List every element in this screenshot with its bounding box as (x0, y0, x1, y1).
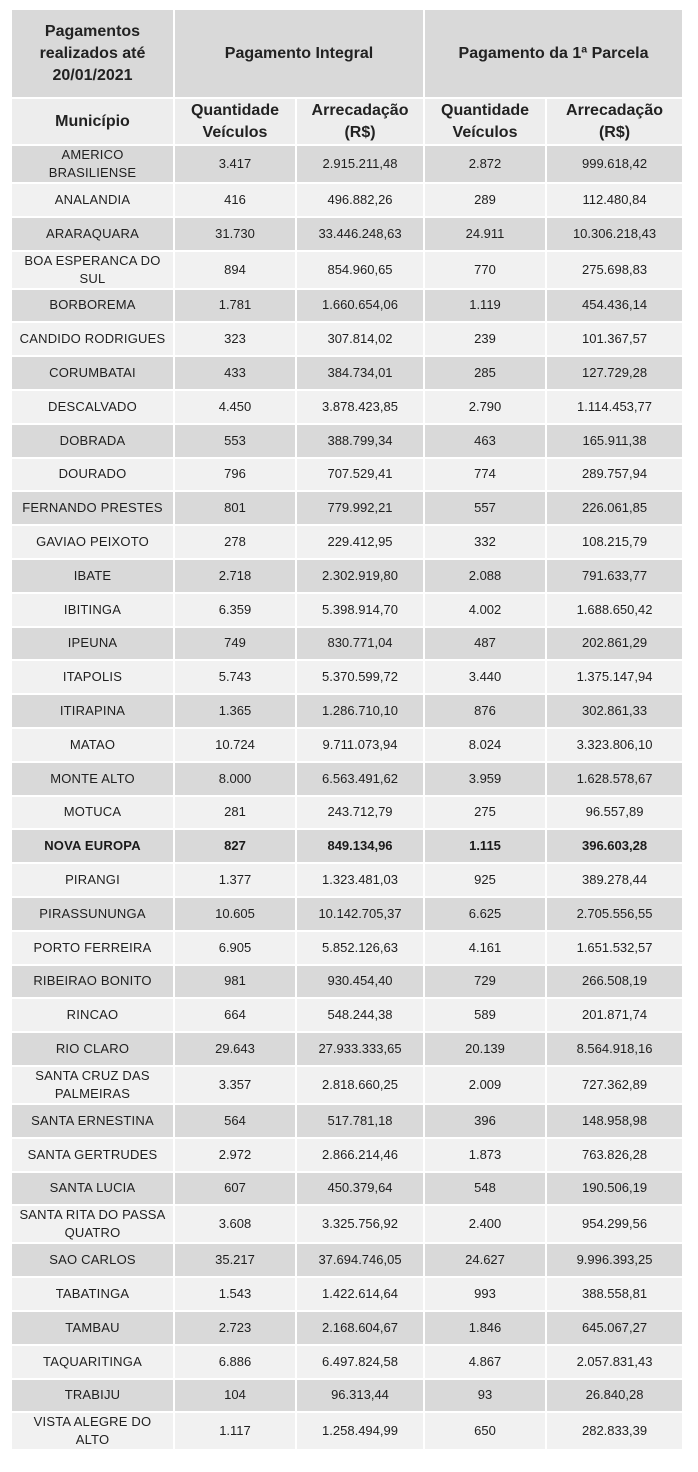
table-row (11, 1311, 683, 1345)
cell-municipio: CANDIDO RODRIGUES (11, 322, 174, 356)
cell-arr-parcela: 3.323.806,10 (546, 728, 683, 762)
cell-qtd-integral: 10.605 (174, 897, 296, 931)
cell-qtd-integral: 801 (174, 491, 296, 525)
payments-table (10, 8, 684, 1451)
cell-arr-parcela: 389.278,44 (546, 863, 683, 897)
cell-arr-parcela: 10.306.218,43 (546, 217, 683, 251)
cell-qtd-parcela: 2.790 (424, 390, 546, 424)
cell-qtd-integral: 35.217 (174, 1243, 296, 1277)
cell-qtd-parcela: 770 (424, 251, 546, 289)
cell-qtd-parcela: 4.002 (424, 593, 546, 627)
cell-arr-integral: 1.258.494,99 (296, 1412, 424, 1450)
cell-arr-parcela: 112.480,84 (546, 183, 683, 217)
cell-qtd-integral: 323 (174, 322, 296, 356)
cell-qtd-integral: 796 (174, 458, 296, 492)
cell-municipio: PIRANGI (11, 863, 174, 897)
cell-qtd-integral: 8.000 (174, 762, 296, 796)
cell-qtd-integral: 31.730 (174, 217, 296, 251)
cell-qtd-integral: 433 (174, 356, 296, 390)
cell-arr-integral: 548.244,38 (296, 998, 424, 1032)
table-row (11, 491, 683, 525)
cell-qtd-integral: 1.377 (174, 863, 296, 897)
table-row (11, 965, 683, 999)
table-row (11, 289, 683, 323)
cell-municipio: IBITINGA (11, 593, 174, 627)
cell-municipio: BOA ESPERANCA DO SUL (11, 251, 174, 289)
cell-arr-parcela: 226.061,85 (546, 491, 683, 525)
header-qtd-integral: Quantidade Veículos (174, 98, 296, 145)
cell-municipio: DESCALVADO (11, 390, 174, 424)
table-row (11, 1205, 683, 1243)
cell-qtd-parcela: 3.959 (424, 762, 546, 796)
cell-arr-parcela: 8.564.918,16 (546, 1032, 683, 1066)
cell-municipio: GAVIAO PEIXOTO (11, 525, 174, 559)
cell-qtd-integral: 894 (174, 251, 296, 289)
cell-qtd-parcela: 463 (424, 424, 546, 458)
cell-qtd-parcela: 275 (424, 796, 546, 830)
table-row (11, 145, 683, 183)
table-row (11, 251, 683, 289)
cell-qtd-parcela: 548 (424, 1172, 546, 1206)
cell-arr-integral: 3.878.423,85 (296, 390, 424, 424)
cell-qtd-integral: 4.450 (174, 390, 296, 424)
table-row (11, 1138, 683, 1172)
table-row (11, 796, 683, 830)
cell-qtd-integral: 6.905 (174, 931, 296, 965)
cell-qtd-parcela: 24.911 (424, 217, 546, 251)
cell-qtd-parcela: 2.009 (424, 1066, 546, 1104)
cell-municipio: SANTA LUCIA (11, 1172, 174, 1206)
cell-arr-parcela: 396.603,28 (546, 829, 683, 863)
cell-municipio: SANTA CRUZ DAS PALMEIRAS (11, 1066, 174, 1104)
cell-arr-parcela: 388.558,81 (546, 1277, 683, 1311)
table-row (11, 1412, 683, 1450)
cell-municipio: MOTUCA (11, 796, 174, 830)
cell-qtd-parcela: 2.088 (424, 559, 546, 593)
cell-municipio: RINCAO (11, 998, 174, 1032)
cell-qtd-integral: 3.417 (174, 145, 296, 183)
cell-qtd-parcela: 876 (424, 694, 546, 728)
cell-arr-integral: 2.818.660,25 (296, 1066, 424, 1104)
cell-arr-integral: 2.915.211,48 (296, 145, 424, 183)
cell-qtd-parcela: 487 (424, 627, 546, 661)
table-row (11, 1066, 683, 1104)
cell-arr-parcela: 1.375.147,94 (546, 660, 683, 694)
table-row (11, 1032, 683, 1066)
cell-arr-integral: 2.302.919,80 (296, 559, 424, 593)
cell-arr-integral: 33.446.248,63 (296, 217, 424, 251)
cell-qtd-integral: 1.543 (174, 1277, 296, 1311)
cell-qtd-parcela: 24.627 (424, 1243, 546, 1277)
cell-qtd-integral: 607 (174, 1172, 296, 1206)
cell-municipio: SANTA RITA DO PASSA QUATRO (11, 1205, 174, 1243)
cell-arr-parcela: 2.057.831,43 (546, 1345, 683, 1379)
cell-arr-integral: 384.734,01 (296, 356, 424, 390)
cell-qtd-parcela: 1.873 (424, 1138, 546, 1172)
table-row (11, 762, 683, 796)
table-row (11, 897, 683, 931)
cell-arr-integral: 5.398.914,70 (296, 593, 424, 627)
cell-municipio: NOVA EUROPA (11, 829, 174, 863)
cell-arr-integral: 2.866.214,46 (296, 1138, 424, 1172)
cell-qtd-integral: 6.886 (174, 1345, 296, 1379)
cell-arr-parcela: 202.861,29 (546, 627, 683, 661)
cell-arr-integral: 707.529,41 (296, 458, 424, 492)
header-arr-integral: Arrecadação (R$) (296, 98, 424, 145)
cell-arr-parcela: 1.651.532,57 (546, 931, 683, 965)
cell-municipio: IBATE (11, 559, 174, 593)
cell-municipio: VISTA ALEGRE DO ALTO (11, 1412, 174, 1450)
cell-municipio: TAMBAU (11, 1311, 174, 1345)
cell-arr-parcela: 26.840,28 (546, 1379, 683, 1413)
table-row (11, 559, 683, 593)
table-row (11, 424, 683, 458)
cell-qtd-integral: 2.972 (174, 1138, 296, 1172)
cell-arr-parcela: 9.996.393,25 (546, 1243, 683, 1277)
cell-arr-parcela: 727.362,89 (546, 1066, 683, 1104)
cell-qtd-integral: 1.365 (174, 694, 296, 728)
cell-municipio: PORTO FERREIRA (11, 931, 174, 965)
cell-arr-parcela: 645.067,27 (546, 1311, 683, 1345)
cell-arr-parcela: 282.833,39 (546, 1412, 683, 1450)
cell-arr-integral: 6.497.824,58 (296, 1345, 424, 1379)
cell-qtd-parcela: 6.625 (424, 897, 546, 931)
cell-municipio: SANTA GERTRUDES (11, 1138, 174, 1172)
cell-arr-parcela: 101.367,57 (546, 322, 683, 356)
cell-municipio: DOBRADA (11, 424, 174, 458)
cell-qtd-parcela: 20.139 (424, 1032, 546, 1066)
cell-municipio: SANTA ERNESTINA (11, 1104, 174, 1138)
cell-arr-integral: 854.960,65 (296, 251, 424, 289)
cell-qtd-integral: 1.117 (174, 1412, 296, 1450)
cell-qtd-integral: 3.357 (174, 1066, 296, 1104)
header-group-parcela: Pagamento da 1ª Parcela (424, 9, 683, 98)
table-row (11, 390, 683, 424)
cell-municipio: ARARAQUARA (11, 217, 174, 251)
cell-municipio: CORUMBATAI (11, 356, 174, 390)
cell-arr-integral: 849.134,96 (296, 829, 424, 863)
table-row (11, 931, 683, 965)
cell-qtd-parcela: 332 (424, 525, 546, 559)
table-row (11, 217, 683, 251)
cell-qtd-integral: 827 (174, 829, 296, 863)
cell-qtd-parcela: 3.440 (424, 660, 546, 694)
cell-arr-parcela: 266.508,19 (546, 965, 683, 999)
cell-qtd-parcela: 4.867 (424, 1345, 546, 1379)
cell-qtd-parcela: 2.872 (424, 145, 546, 183)
table-row (11, 593, 683, 627)
header-corner-title: Pagamentos realizados até 20/01/2021 (11, 9, 174, 98)
cell-qtd-integral: 664 (174, 998, 296, 1032)
cell-qtd-parcela: 8.024 (424, 728, 546, 762)
cell-arr-parcela: 148.958,98 (546, 1104, 683, 1138)
table-row (11, 863, 683, 897)
cell-qtd-parcela: 289 (424, 183, 546, 217)
cell-qtd-parcela: 4.161 (424, 931, 546, 965)
cell-arr-parcela: 1.628.578,67 (546, 762, 683, 796)
cell-arr-parcela: 201.871,74 (546, 998, 683, 1032)
cell-municipio: TAQUARITINGA (11, 1345, 174, 1379)
cell-qtd-parcela: 285 (424, 356, 546, 390)
header-municipio: Município (11, 98, 174, 145)
cell-municipio: ITIRAPINA (11, 694, 174, 728)
cell-arr-parcela: 289.757,94 (546, 458, 683, 492)
cell-qtd-parcela: 396 (424, 1104, 546, 1138)
table-row (11, 998, 683, 1032)
cell-arr-parcela: 96.557,89 (546, 796, 683, 830)
cell-arr-integral: 5.370.599,72 (296, 660, 424, 694)
cell-qtd-parcela: 729 (424, 965, 546, 999)
cell-arr-integral: 10.142.705,37 (296, 897, 424, 931)
cell-arr-integral: 27.933.333,65 (296, 1032, 424, 1066)
cell-qtd-parcela: 93 (424, 1379, 546, 1413)
cell-municipio: PIRASSUNUNGA (11, 897, 174, 931)
header-group-integral: Pagamento Integral (174, 9, 424, 98)
table-row (11, 322, 683, 356)
table-row (11, 627, 683, 661)
cell-arr-parcela: 165.911,38 (546, 424, 683, 458)
table-header (11, 9, 683, 145)
table-row (11, 728, 683, 762)
cell-qtd-integral: 3.608 (174, 1205, 296, 1243)
table-row (11, 1243, 683, 1277)
cell-municipio: DOURADO (11, 458, 174, 492)
cell-arr-parcela: 190.506,19 (546, 1172, 683, 1206)
cell-qtd-integral: 104 (174, 1379, 296, 1413)
cell-arr-integral: 229.412,95 (296, 525, 424, 559)
cell-arr-integral: 37.694.746,05 (296, 1243, 424, 1277)
cell-arr-parcela: 127.729,28 (546, 356, 683, 390)
cell-arr-integral: 243.712,79 (296, 796, 424, 830)
payments-table-container (10, 8, 682, 1451)
table-row (11, 1379, 683, 1413)
cell-qtd-parcela: 589 (424, 998, 546, 1032)
header-qtd-parcela: Quantidade Veículos (424, 98, 546, 145)
cell-municipio: BORBOREMA (11, 289, 174, 323)
cell-qtd-parcela: 1.119 (424, 289, 546, 323)
table-row (11, 694, 683, 728)
cell-arr-integral: 830.771,04 (296, 627, 424, 661)
table-row (11, 1345, 683, 1379)
table-row (11, 356, 683, 390)
cell-qtd-parcela: 1.115 (424, 829, 546, 863)
cell-arr-integral: 517.781,18 (296, 1104, 424, 1138)
cell-arr-parcela: 954.299,56 (546, 1205, 683, 1243)
cell-arr-integral: 96.313,44 (296, 1379, 424, 1413)
cell-arr-parcela: 2.705.556,55 (546, 897, 683, 931)
cell-arr-parcela: 1.688.650,42 (546, 593, 683, 627)
cell-arr-integral: 1.422.614,64 (296, 1277, 424, 1311)
cell-qtd-parcela: 774 (424, 458, 546, 492)
cell-qtd-integral: 2.723 (174, 1311, 296, 1345)
cell-qtd-integral: 281 (174, 796, 296, 830)
cell-municipio: MATAO (11, 728, 174, 762)
cell-municipio: IPEUNA (11, 627, 174, 661)
table-row (11, 829, 683, 863)
cell-arr-integral: 1.323.481,03 (296, 863, 424, 897)
cell-qtd-integral: 416 (174, 183, 296, 217)
cell-qtd-integral: 2.718 (174, 559, 296, 593)
cell-arr-parcela: 302.861,33 (546, 694, 683, 728)
header-row-columns (11, 98, 683, 145)
cell-qtd-integral: 5.743 (174, 660, 296, 694)
cell-municipio: ITAPOLIS (11, 660, 174, 694)
cell-qtd-parcela: 993 (424, 1277, 546, 1311)
cell-arr-integral: 9.711.073,94 (296, 728, 424, 762)
cell-municipio: TABATINGA (11, 1277, 174, 1311)
cell-arr-parcela: 999.618,42 (546, 145, 683, 183)
cell-qtd-integral: 749 (174, 627, 296, 661)
cell-municipio: AMERICO BRASILIENSE (11, 145, 174, 183)
cell-arr-integral: 496.882,26 (296, 183, 424, 217)
cell-qtd-parcela: 557 (424, 491, 546, 525)
cell-arr-integral: 1.286.710,10 (296, 694, 424, 728)
cell-qtd-parcela: 2.400 (424, 1205, 546, 1243)
header-arr-parcela: Arrecadação (R$) (546, 98, 683, 145)
cell-municipio: TRABIJU (11, 1379, 174, 1413)
cell-arr-parcela: 275.698,83 (546, 251, 683, 289)
cell-municipio: RIO CLARO (11, 1032, 174, 1066)
table-row (11, 660, 683, 694)
cell-arr-integral: 3.325.756,92 (296, 1205, 424, 1243)
cell-arr-integral: 450.379,64 (296, 1172, 424, 1206)
table-row (11, 1277, 683, 1311)
cell-qtd-integral: 29.643 (174, 1032, 296, 1066)
cell-municipio: MONTE ALTO (11, 762, 174, 796)
cell-qtd-integral: 1.781 (174, 289, 296, 323)
table-row (11, 525, 683, 559)
header-row-groups (11, 9, 683, 98)
cell-municipio: ANALANDIA (11, 183, 174, 217)
table-row (11, 1104, 683, 1138)
cell-qtd-integral: 10.724 (174, 728, 296, 762)
cell-qtd-integral: 6.359 (174, 593, 296, 627)
table-row (11, 1172, 683, 1206)
cell-municipio: FERNANDO PRESTES (11, 491, 174, 525)
cell-arr-integral: 779.992,21 (296, 491, 424, 525)
cell-arr-integral: 307.814,02 (296, 322, 424, 356)
cell-qtd-parcela: 1.846 (424, 1311, 546, 1345)
cell-arr-integral: 930.454,40 (296, 965, 424, 999)
cell-qtd-parcela: 239 (424, 322, 546, 356)
cell-arr-parcela: 791.633,77 (546, 559, 683, 593)
table-body (11, 145, 683, 1450)
cell-municipio: SAO CARLOS (11, 1243, 174, 1277)
cell-arr-integral: 2.168.604,67 (296, 1311, 424, 1345)
cell-arr-parcela: 108.215,79 (546, 525, 683, 559)
cell-arr-parcela: 454.436,14 (546, 289, 683, 323)
cell-qtd-integral: 564 (174, 1104, 296, 1138)
cell-arr-integral: 6.563.491,62 (296, 762, 424, 796)
table-row (11, 458, 683, 492)
cell-qtd-integral: 278 (174, 525, 296, 559)
cell-qtd-parcela: 925 (424, 863, 546, 897)
cell-qtd-parcela: 650 (424, 1412, 546, 1450)
cell-arr-integral: 388.799,34 (296, 424, 424, 458)
table-row (11, 183, 683, 217)
cell-arr-parcela: 1.114.453,77 (546, 390, 683, 424)
cell-qtd-integral: 553 (174, 424, 296, 458)
cell-arr-parcela: 763.826,28 (546, 1138, 683, 1172)
cell-arr-integral: 1.660.654,06 (296, 289, 424, 323)
cell-municipio: RIBEIRAO BONITO (11, 965, 174, 999)
cell-arr-integral: 5.852.126,63 (296, 931, 424, 965)
cell-qtd-integral: 981 (174, 965, 296, 999)
